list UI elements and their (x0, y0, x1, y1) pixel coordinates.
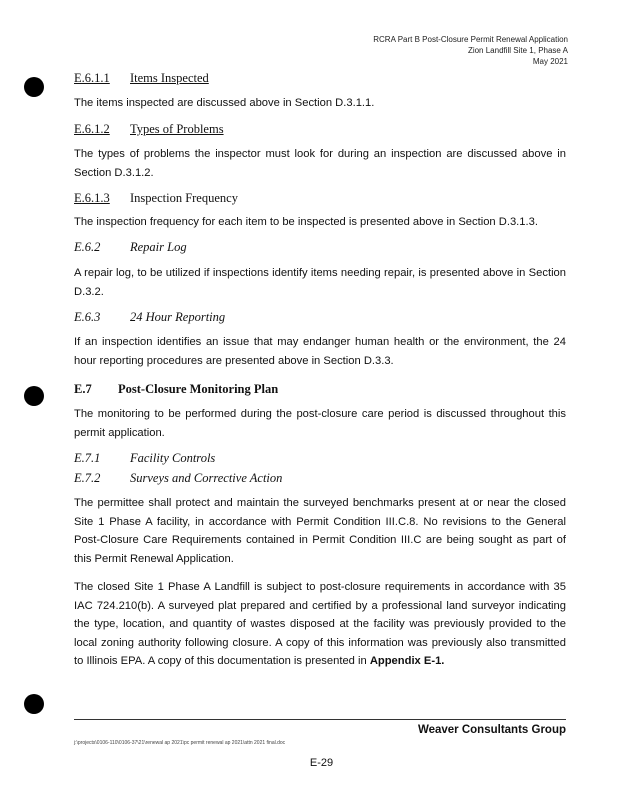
punch-hole-middle (24, 386, 44, 406)
running-header (373, 34, 568, 67)
footer-file-path: j:\projects\0106-110\0106-37\21\renewal ap 2021\pc permit renewal ap 2021\attn 2021 final.doc (74, 740, 286, 746)
paragraph-e7: The monitoring to be performed during the post-closure care period is discussed throughout this permit application. (74, 408, 566, 439)
heading-number: E.7.2 (74, 471, 101, 485)
heading-title: Inspection Frequency (130, 191, 238, 205)
footer-rule (74, 719, 566, 720)
paragraph-e72-1: The permittee shall protect and maintain the surveyed benchmarks present at or near the closed Site 1 Phase A facility, in accordance with Permit Condition III.C.8. No revisions to the General Post-Closure Care Requirements contained in Permit Condition III.C are being sought as part of this Permit Renewal Application. (74, 497, 566, 565)
header-line-1: RCRA Part B Post-Closure Permit Renewal Application (373, 35, 568, 44)
heading-e611 (74, 71, 566, 86)
heading-number: E.6.1.1 (74, 71, 110, 85)
appendix-period: . (441, 655, 445, 667)
appendix-reference: Appendix E-1 (369, 655, 442, 667)
heading-title: Facility Controls (130, 451, 216, 465)
page-number: E-29 (309, 757, 334, 769)
paragraph-e63: If an inspection identifies an issue that may endanger human health or the environment, the 24 hour reporting procedures are presented above in Section D.3.3. (74, 336, 566, 367)
heading-title: Types of Problems (130, 122, 224, 136)
heading-title: Items Inspected (130, 71, 209, 85)
paragraph-e72-2-text: The closed Site 1 Phase A Landfill is subject to post-closure requirements in accordance with 35 IAC 724.210(b). A surveyed plat prepared and certified by a professional land surveyor indicating the type, location, and quantity of wastes disposed at the facility was previously provided to the local zoning authority following closure. A copy of this information was previously also transmitted to Illinois EPA. A copy of this documentation is presented in (74, 581, 566, 667)
paragraph-e612: The types of problems the inspector must look for during an inspection are discussed above in Section D.3.1.2. (74, 148, 566, 179)
punch-hole-top (24, 77, 44, 97)
heading-e613 (74, 191, 566, 206)
footer-company: Weaver Consultants Group (417, 724, 566, 736)
heading-e612 (74, 122, 566, 137)
heading-number: E.7.1 (74, 451, 101, 465)
paragraph-e613: The inspection frequency for each item to be inspected is presented above in Section D.3.1.3. (74, 216, 538, 228)
heading-e72 (74, 471, 566, 486)
heading-e7 (74, 382, 566, 397)
header-line-2: Zion Landfill Site 1, Phase A (467, 46, 568, 55)
heading-title: 24 Hour Reporting (130, 310, 226, 324)
heading-e63 (74, 310, 566, 325)
header-line-3: May 2021 (532, 57, 568, 66)
heading-number: E.6.1.2 (74, 122, 110, 136)
heading-title: Surveys and Corrective Action (130, 471, 283, 485)
paragraph-e611: The items inspected are discussed above in Section D.3.1.1. (74, 97, 375, 109)
paragraph-e62: A repair log, to be utilized if inspections identify items needing repair, is presented above in Section D.3.2. (74, 267, 566, 298)
heading-number: E.6.3 (74, 310, 101, 324)
heading-title: Repair Log (130, 240, 187, 254)
heading-number: E.7 (74, 382, 92, 396)
punch-hole-bottom (24, 694, 44, 714)
heading-title: Post-Closure Monitoring Plan (118, 382, 279, 396)
heading-number: E.6.1.3 (74, 191, 110, 205)
heading-e71 (74, 451, 566, 466)
heading-e62 (74, 240, 566, 255)
heading-number: E.6.2 (74, 240, 101, 254)
paragraph-e72-2 (74, 578, 566, 671)
